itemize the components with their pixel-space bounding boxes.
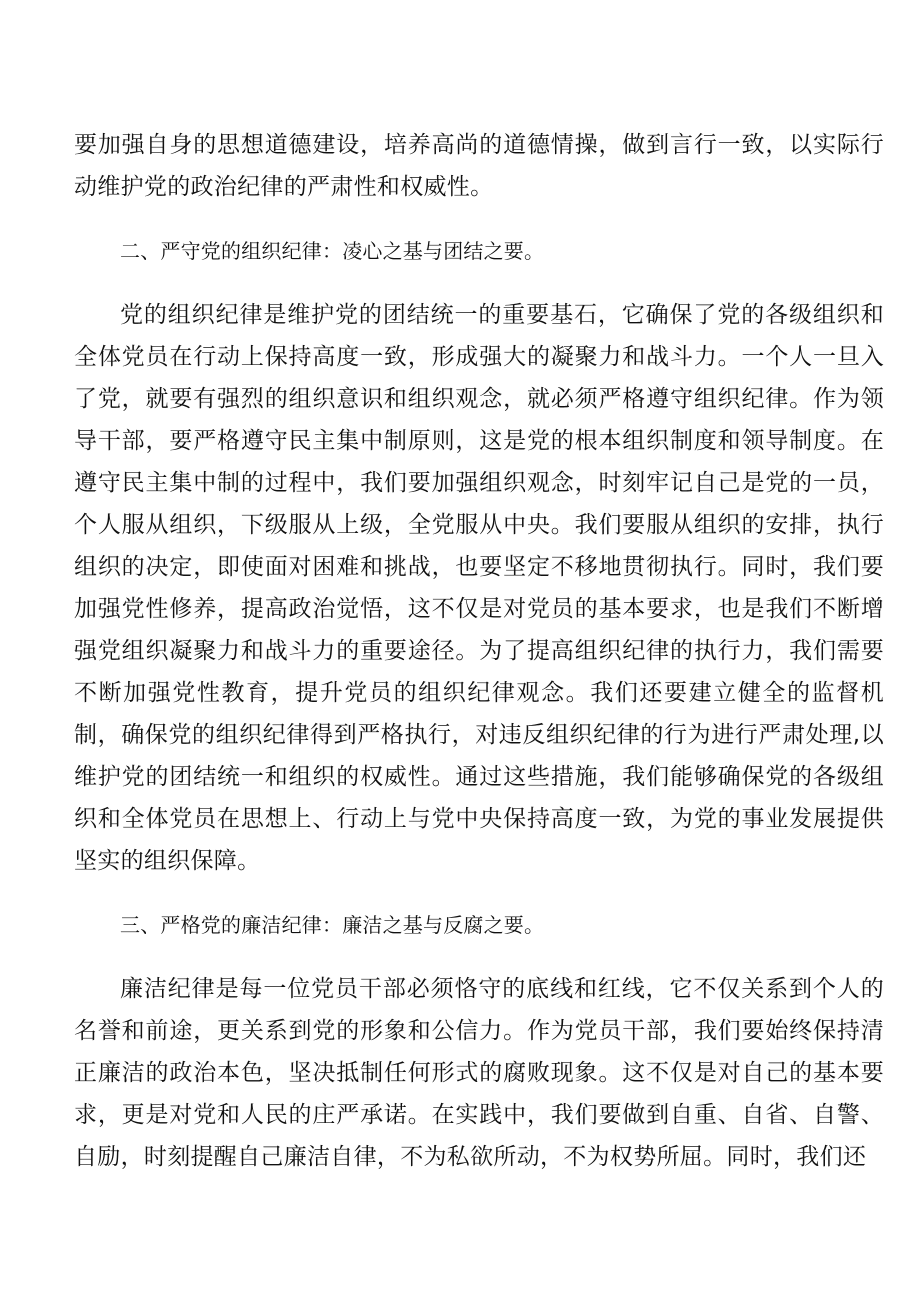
document-body (74, 124, 884, 1178)
paragraph-integrity-discipline: 廉洁纪律是每一位党员干部必须恪守的底线和红线，它不仅关系到个人的名誉和前途，更关系到党的形象和公信力。作为党员干部，我们要始终保持清正廉洁的政治本色，坚决抵制任何形式的腐败现象。这不仅是对自己的基本要求，更是对党和人民的庄严承诺。在实践中，我们要做到自重、自省、自警、自励，时刻提醒自己廉洁自律，不为私欲所动，不为权势所屈。同时，我们还 (74, 976, 884, 1170)
paragraph-organizational-discipline: 党的组织纪律是维护党的团结统一的重要基石，它确保了党的各级组织和全体党员在行动上保持高度一致，形成强大的凝聚力和战斗力。一个人一旦入了党，就要有强烈的组织意识和组织观念，就必须严格遵守组织纪律。作为领导干部，要严格遵守民主集中制原则，这是党的根本组织制度和领导制度。在遵守民主集中制的过程中，我们要加强组织观念，时刻牢记自己是党的一员，个人服从组织，下级服从上级，全党服从中央。我们要服从组织的安排，执行组织的决定，即使面对困难和挑战，也要坚定不移地贯彻执行。同时，我们要加强党性修养，提高政治觉悟，这不仅是对党员的基本要求，也是我们不断增强党组织凝聚力和战斗力的重要途径。为了提高组织纪律的执行力，我们需要不断加强党性教育，提升党员的组织纪律观念。我们还要建立健全的监督机制，确保党的组织纪律得到严格执行，对违反组织纪律的行为进行严肃处理,以维护党的团结统一和组织的权威性。通过这些措施，我们能够确保党的各级组织和全体党员在思想上、行动上与党中央保持高度一致，为党的事业发展提供坚实的组织保障。 (74, 302, 884, 874)
section-heading-organizational-discipline: 二、严守党的组织纪律：凌心之基与团结之要。 (120, 239, 545, 263)
section-heading-integrity-discipline: 三、严格党的廉洁纪律：廉洁之基与反腐之要。 (120, 913, 545, 937)
paragraph-continuation: 要加强自身的思想道德建设，培养高尚的道德情操，做到言行一致，以实际行动维护党的政治纪律的严肃性和权威性。 (74, 132, 884, 200)
